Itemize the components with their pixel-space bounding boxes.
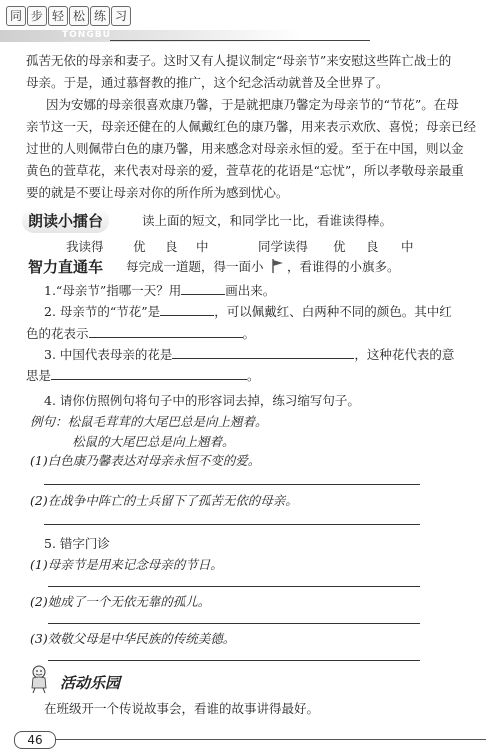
passage-line: 过世的人则佩带白色的康乃馨，用来感念对母亲永恒的爱。至于在中国，则以金 [26, 141, 464, 156]
header-divider [110, 40, 370, 41]
q5-item: (2)她成了一个无依无靠的孤儿。 [30, 594, 211, 609]
passage-line: 因为安娜的母亲很喜欢康乃馨，于是就把康乃馨定为母亲节的“节花”。在母 [46, 97, 459, 112]
q4-title: 4. 请你仿照例句将句子中的形容词去掉，练习缩写句子。 [44, 393, 360, 408]
header-title-char: 步 [27, 6, 47, 26]
passage-line: 要的就是不要让母亲对你的所作所为感到忧心。 [26, 185, 289, 200]
q2-prefix: 2. 母亲节的“节花”是 [44, 304, 161, 319]
q1-suffix: 画出来。 [225, 283, 276, 298]
activity-section-badge: 活动乐园 [60, 674, 121, 692]
q3-text-cont [26, 367, 260, 384]
grade-option[interactable]: 优 [333, 239, 346, 254]
q1-prefix: 1.“母亲节”指哪一天？用 [44, 283, 182, 298]
passage-line: 黄色的萱草花，来代表对母亲的爱，萱草花的花语是“忘忧”，所以孝敬母亲最重 [26, 163, 464, 178]
quiz-section-badge: 智力直通车 [28, 258, 104, 276]
q5-item: (1)母亲节是用来记念母亲的节日。 [30, 557, 223, 572]
quiz-instruction-tail: ，看谁得的小旗多。 [287, 259, 400, 274]
q2-cont-prefix: 色的花表示 [26, 326, 89, 341]
grade-option[interactable]: 良 [165, 239, 178, 254]
eval-classmate-label: 同学读得 [258, 239, 309, 254]
q3-mid: ，这种花代表的意 [354, 347, 455, 362]
header-title-char: 松 [69, 6, 89, 26]
q3-prefix: 3. 中国代表母亲的花是 [44, 347, 173, 362]
q2-blank-1[interactable] [160, 303, 214, 316]
cartoon-kid-icon [26, 664, 52, 694]
q3-text [44, 346, 454, 363]
read-instruction: 读上面的短文，和同学比一比，看谁读得棒。 [142, 213, 393, 228]
header-subtitle: TONGBU [62, 30, 111, 40]
flag-icon [271, 258, 285, 274]
q2-mid: ，可以佩戴红、白两种不同的颜色。其中红 [214, 304, 452, 319]
q3-blank-2[interactable] [51, 367, 247, 380]
quiz-instruction: 每完成一道题，得一面小 [126, 259, 264, 274]
q5-item: (3)效敬父母是中华民族的传统美德。 [30, 631, 236, 646]
grade-option[interactable]: 良 [366, 239, 379, 254]
read-section-badge: 朗读小擂台 [22, 208, 109, 233]
answer-line[interactable] [48, 586, 420, 587]
answer-line[interactable] [48, 660, 420, 661]
header-title-char: 习 [111, 6, 131, 26]
q4-item: (1)白色康乃馨表达对母亲永恒不变的爱。 [30, 453, 261, 468]
footer-divider [56, 739, 486, 740]
passage-line: 孤苦无依的母亲和妻子。这时又有人提议制定“母亲节”来安慰这些阵亡战士的 [26, 53, 452, 68]
passage-line: 母亲。于是，通过慕督教的推广，这个纪念活动就普及全世界了。 [26, 75, 389, 90]
header-title-char: 练 [90, 6, 110, 26]
answer-line[interactable] [44, 524, 420, 525]
q3-cont-prefix: 思是 [26, 368, 52, 383]
q2-text-cont [26, 325, 255, 342]
answer-line[interactable] [48, 623, 420, 624]
answer-line[interactable] [44, 484, 420, 485]
passage-line: 亲节这一天，母亲还健在的人佩戴红色的康乃馨，用来表示欢欣、喜悦；母亲已经 [26, 119, 477, 134]
q1-blank[interactable] [181, 282, 225, 295]
q1-text [44, 282, 275, 299]
grade-option[interactable]: 中 [196, 239, 209, 254]
grade-option[interactable]: 中 [401, 239, 414, 254]
header-title-char: 轻 [48, 6, 68, 26]
activity-text: 在班级开一个传说故事会，看谁的故事讲得最好。 [44, 701, 320, 716]
q4-item: (2)在战争中阵亡的士兵留下了孤苦无依的母亲。 [30, 493, 298, 508]
grade-option[interactable]: 优 [133, 239, 146, 254]
q2-text [44, 303, 452, 320]
page-number: 46 [14, 731, 56, 749]
q4-example-answer: 松鼠的大尾巴总是向上翘着。 [72, 434, 235, 449]
eval-me-label: 我读得 [66, 239, 104, 254]
q4-example: 例句：松鼠毛茸茸的大尾巴总是向上翘着。 [30, 414, 268, 429]
q2-blank-2[interactable] [89, 325, 243, 338]
q3-end: 。 [247, 368, 260, 383]
q3-blank-1[interactable] [172, 346, 354, 359]
q2-end: 。 [242, 326, 256, 341]
q5-title: 5. 错字门诊 [44, 536, 110, 551]
header-title-char: 同 [6, 6, 26, 26]
